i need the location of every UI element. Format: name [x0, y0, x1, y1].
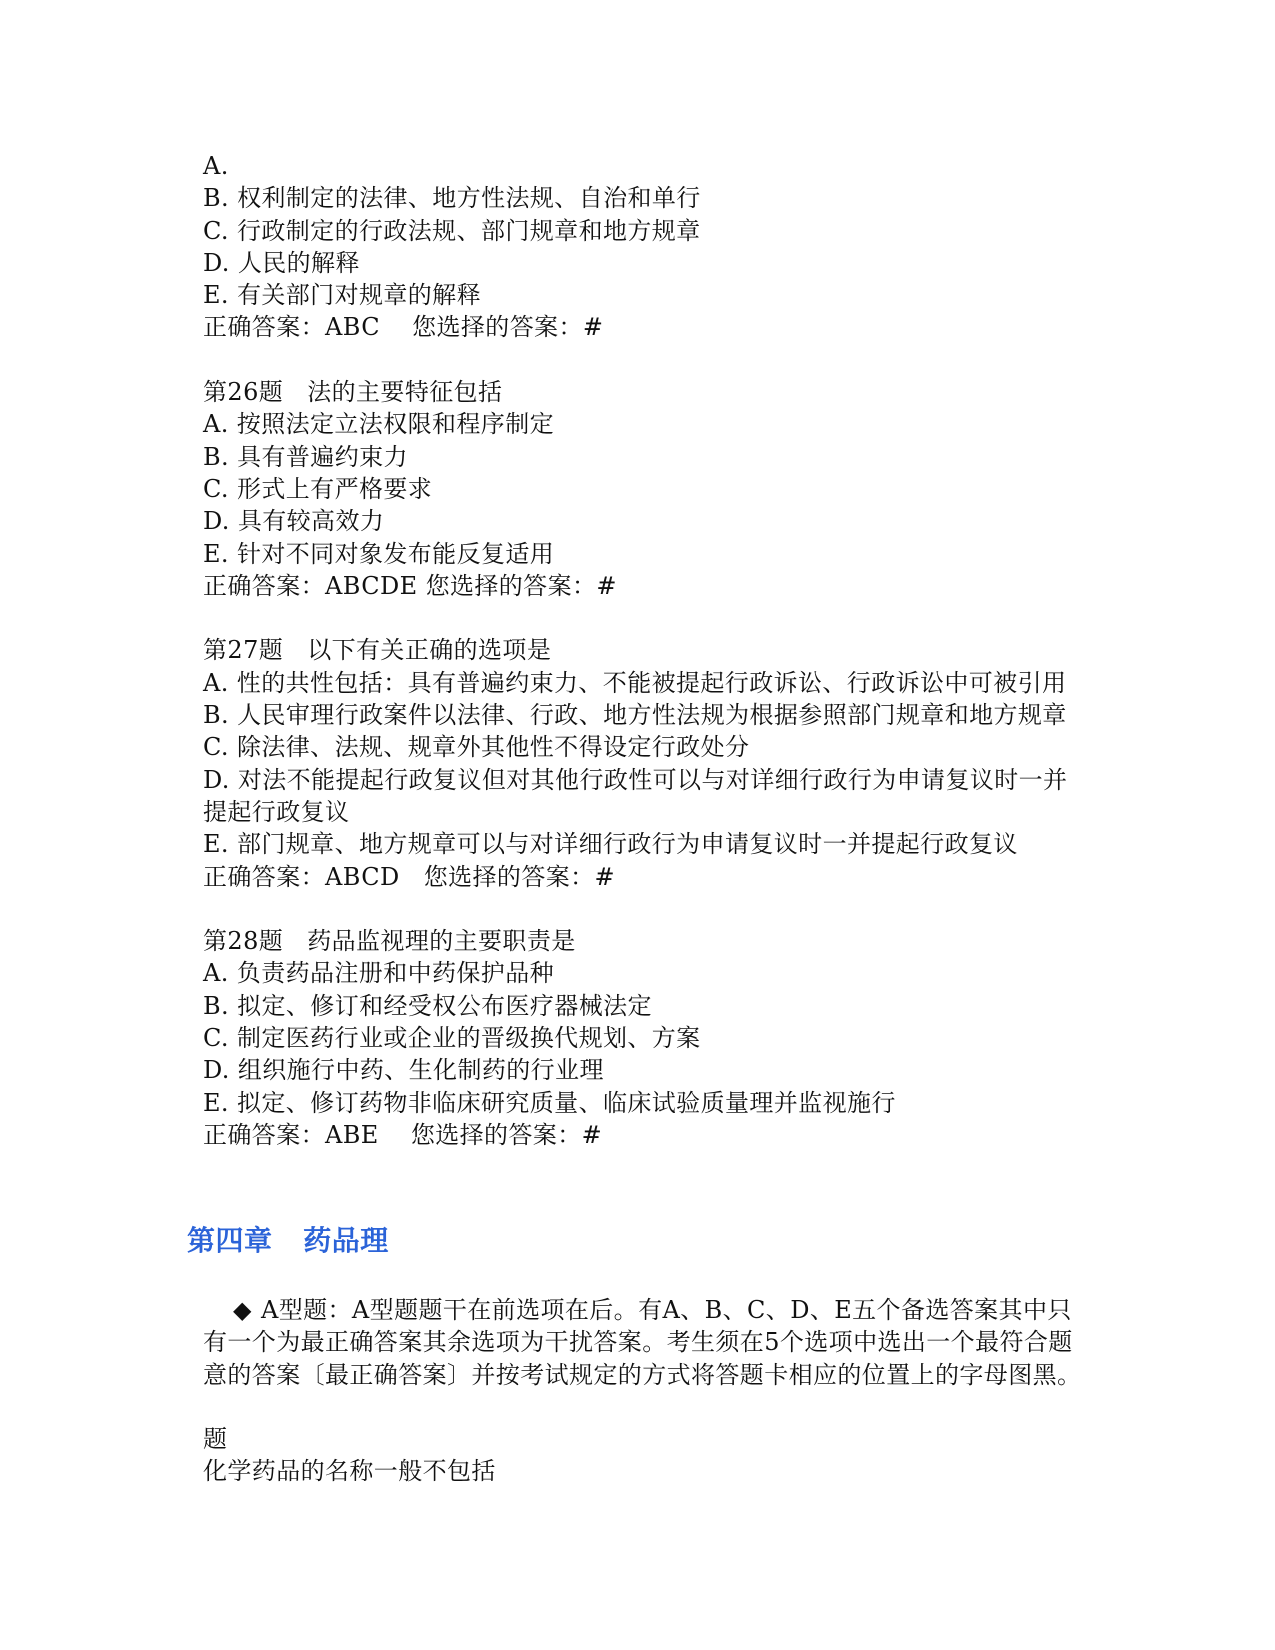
correct-answer: ABCD: [325, 862, 400, 891]
option-d: D. 具有较高效力: [203, 507, 385, 536]
question-28: [203, 925, 1083, 1151]
answer-label: 正确答案：: [203, 571, 325, 600]
correct-answer: ABCDE: [325, 571, 418, 600]
option-c: C. 制定医药行业或企业的晋级换代规划、方案: [203, 1024, 701, 1053]
option-e: E. 针对不同对象发布能反复适用: [203, 539, 555, 568]
answer-line: [203, 570, 1083, 602]
question-title: 第28题 药品监视理的主要职责是: [203, 927, 576, 956]
question-label: 题: [203, 1425, 228, 1454]
question-27: [203, 634, 1083, 892]
option-b: B. 拟定、修订和经受权公布医疗器械法定: [203, 991, 652, 1020]
answer-line: [203, 311, 1083, 343]
option-b: B. 具有普遍约束力: [203, 442, 408, 471]
questions-section: [203, 150, 1083, 1151]
option-a: A. 负责药品注册和中药保护品种: [203, 959, 554, 988]
chosen-answer: #: [594, 862, 616, 891]
question-title: 第26题 法的主要特征包括: [203, 378, 503, 407]
chosen-answer: #: [596, 571, 617, 600]
answer-label: 正确答案：: [203, 862, 325, 891]
question-25-continuation: [203, 150, 1083, 344]
option-a: A.: [203, 152, 229, 180]
option-e: E. 部门规章、地方规章可以与对详细行政行为申请复议时一并提起行政复议: [203, 830, 1018, 859]
correct-answer: ABC: [325, 313, 380, 342]
type-a-instructions: [203, 1294, 1083, 1391]
answer-label: 正确答案：: [203, 313, 325, 342]
answer-line: [203, 1119, 1083, 1151]
chapter-heading: 第四章 药品理: [187, 1224, 389, 1257]
option-c: C. 行政制定的行政法规、部门规章和地方规章: [203, 216, 701, 245]
option-d: D. 人民的解释: [203, 248, 360, 277]
answer-line: [203, 861, 1083, 893]
diamond-bullet-icon: ◆: [233, 1296, 252, 1324]
chapter-intro-section: [203, 1294, 1083, 1488]
chosen-label: 您选择的答案：: [425, 571, 597, 600]
chosen-label: 您选择的答案：: [410, 1120, 582, 1149]
chosen-label: 您选择的答案：: [412, 313, 583, 342]
answer-label: 正确答案：: [203, 1120, 325, 1149]
option-e: E. 有关部门对规章的解释: [203, 281, 481, 310]
option-a: A. 按照法定立法权限和程序制定: [203, 410, 554, 439]
option-a: A. 性的共性包括：具有普遍约束力、不能被提起行政诉讼、行政诉讼中可被引用: [203, 668, 1067, 697]
option-c: C. 除法律、法规、规章外其他性不得设定行政处分: [203, 733, 750, 762]
option-c: C. 形式上有严格要求: [203, 474, 433, 503]
question-26: [203, 376, 1083, 602]
chosen-answer: #: [582, 313, 604, 342]
option-b: B. 权利制定的法律、地方性法规、自治和单行: [203, 184, 701, 213]
question-title: 第27题 以下有关正确的选项是: [203, 636, 552, 665]
option-b: B. 人民审理行政案件以法律、行政、地方性法规为根据参照部门规章和地方规章: [203, 701, 1067, 730]
question-stem: 化学药品的名称一般不包括: [203, 1457, 496, 1486]
option-d: D. 对法不能提起行政复议但对其他行政性可以与对详细行政行为申请复议时一并提起行政复议: [203, 765, 1068, 826]
chosen-answer: #: [581, 1120, 603, 1149]
instructions-text: A型题：A型题题干在前选项在后。有A、B、C、D、E五个备选答案其中只有一个为最正确答案其余选项为干扰答案。考生须在5个选项中选出一个最符合题意的答案〔最正确答案〕并按考试规定的方式将答题卡相应的位置上的字母图黑。: [203, 1296, 1082, 1389]
option-e: E. 拟定、修订药物非临床研究质量、临床试验质量理并监视施行: [203, 1088, 896, 1117]
option-d: D. 组织施行中药、生化制药的行业理: [203, 1056, 604, 1085]
chosen-label: 您选择的答案：: [423, 862, 595, 891]
correct-answer: ABE: [325, 1120, 379, 1149]
